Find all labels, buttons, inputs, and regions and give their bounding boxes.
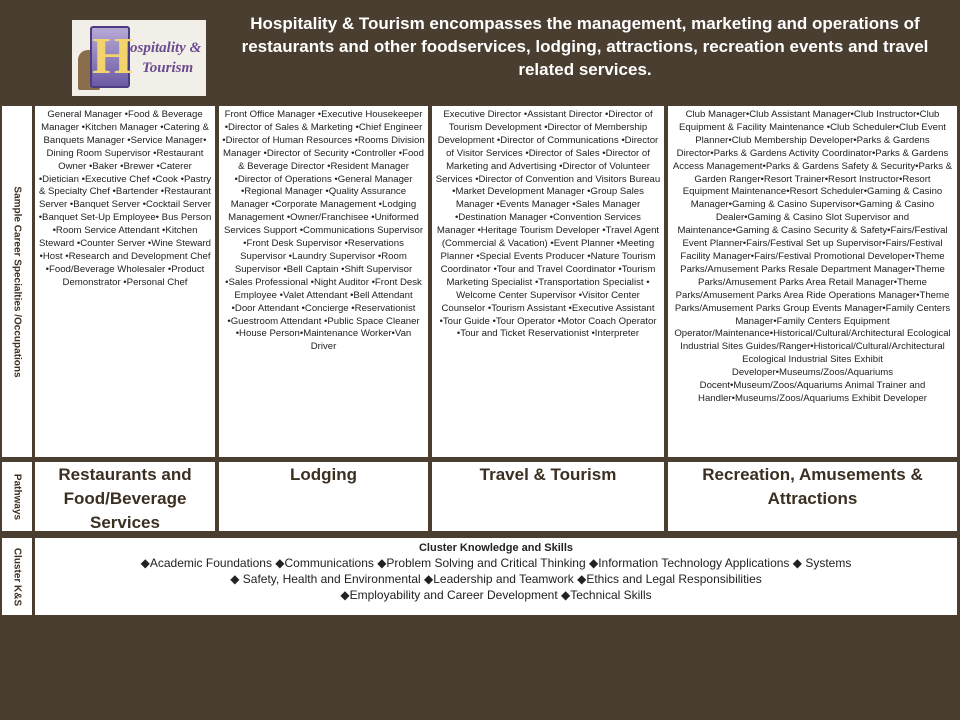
- logo-word-hospitality: ospitality &: [130, 40, 202, 56]
- pathway-lodging: Lodging: [219, 462, 428, 531]
- ks-heading: Cluster Knowledge and Skills: [418, 542, 574, 554]
- cluster-knowledge-skills: [35, 538, 957, 615]
- occupations-recreation: Club Manager•Club Assistant Manager•Club Instructor•Club Equipment & Facility Maintenance •Club Scheduler•Club Event Planner•Club Membership Developer•Parks & Gardens Director•Parks & Gardens Activity Coordinator•Parks & Gardens Access Management•Parks & Gardens Safety & Security•Parks & Garden Ranger•Resort Trainer•Resort Instructor•Resort Equipment Maintenance•Resort Scheduler•Gaming & Casino Manager•Gaming & Casino Supervisor•Gaming & Casino Dealer•Gaming & Casino Slot Supervisor and Maintenance•Gaming & Casino Security & Safety•Fairs/Festival Event Planner•Fairs/Festival Set up Supervisor•Fairs/Festival Facility Manager•Fairs/Festival Promotional Developer•Theme Parks/Amusement Parks Resale Department Manager•Theme Parks/Amusement Parks Area Retail Manager•Theme Parks/Amusement Parks Area Ride Operations Manager•Theme Parks/Amusement Parks Group Events Manager•Family Centers Manager•Family Centers Equipment Operator/Maintenance•Historical/Cultural/Architectural Ecological Industrial Sites Guides/Ranger•Historical/Cultural/Architectural Ecological Industrial Sites Exhibit Developer•Museums/Zoos/Aquariums Docent•Museum/Zoos/Aquariums Animal Trainer and Handler•Museums/Zoos/Aquariums Exhibit Developer: [668, 106, 957, 457]
- sidebar-label-pathways: [2, 462, 32, 531]
- pathway-recreation: Recreation, Amusements & Attractions: [668, 462, 957, 531]
- page-title: Hospitality & Tourism encompasses the management, marketing and operations of restaurants and other foodservices, lodging, attractions, recreation events and travel related services.: [241, 14, 929, 79]
- sidebar-label-specialties: [2, 106, 32, 457]
- sidebar-label-ks: [2, 538, 32, 615]
- pathway-restaurants: Restaurants and Food/Beverage Services: [35, 462, 215, 531]
- logo-word-tourism: Tourism: [142, 60, 194, 76]
- occupations-travel-tourism: Executive Director •Assistant Director •Director of Tourism Development •Director of Membership Development •Director of Communications •Director of Visitor Services •Director of Sales •Director of Marketing and Advertising •Director of Volunteer Services •Director of Convention and Visitors Bureau •Market Development Manager •Group Sales Manager •Events Manager •Sales Manager •Destination Manager •Convention Services Manager •Heritage Tourism Developer •Travel Agent (Commercial & Vacation) •Event Planner •Meeting Planner •Special Events Producer •Nature Tourism Coordinator •Tour and Travel Coordinator •Tourism Marketing Specialist •Transportation Specialist • Welcome Center Supervisor •Visitor Center Counselor •Tourism Assistant •Executive Assistant •Tour Guide •Tour Operator •Motor Coach Operator •Tour and Ticket Reservationist •Interpreter: [432, 106, 664, 457]
- pathway-travel-tourism: Travel & Tourism: [432, 462, 664, 531]
- ks-line-1: ◆Academic Foundations ◆Communications ◆Problem Solving and Critical Thinking ◆Information Technology Applications ◆ Systems: [140, 556, 852, 570]
- occupations-lodging: Front Office Manager •Executive Housekeeper •Director of Sales & Marketing •Chief Engineer •Director of Human Resources •Rooms Division Manager •Director of Security •Controller •Food & Beverage Director •Resident Manager •Director of Operations •General Manager •Regional Manager •Quality Assurance Manager •Corporate Management •Lodging Management •Owner/Franchisee •Uniformed Services Support •Communications Supervisor •Front Desk Supervisor •Reservations Supervisor •Laundry Supervisor •Room Supervisor •Bell Captain •Shift Supervisor •Sales Professional •Night Auditor •Front Desk Employee •Valet Attendant •Bell Attendant •Door Attendant •Concierge •Reservationist •Guestroom Attendant •Public Space Cleaner •House Person•Maintenance Worker•Van Driver: [219, 106, 428, 457]
- sidebar-ks-text: Cluster K&S: [11, 547, 23, 606]
- occupations-restaurants: General Manager •Food & Beverage Manager •Kitchen Manager •Catering & Banquets Manager •Service Manager• Dining Room Supervisor •Restaurant Owner •Baker •Brewer •Caterer •Dietician •Executive Chef •Cook •Pastry & Specialty Chef •Bartender •Restaurant Server •Banquet Server •Cocktail Server •Banquet Set-Up Employee• Bus Person •Room Service Attendant •Kitchen Steward •Counter Server •Wine Steward •Host •Research and Development Chef •Food/Beverage Wholesaler •Product Demonstrator •Personal Chef: [35, 106, 215, 457]
- ks-line-3: ◆Employability and Career Development ◆Technical Skills: [340, 588, 652, 602]
- logo-letter: H: [90, 26, 130, 88]
- sidebar-pathways-text: Pathways: [11, 473, 23, 520]
- sidebar-specialties-text: Sample Career Specialties /Occupations: [11, 185, 23, 378]
- hospitality-tourism-logo: [72, 20, 206, 96]
- ks-line-2: ◆ Safety, Health and Environmental ◆Leadership and Teamwork ◆Ethics and Legal Responsibilities: [230, 572, 762, 586]
